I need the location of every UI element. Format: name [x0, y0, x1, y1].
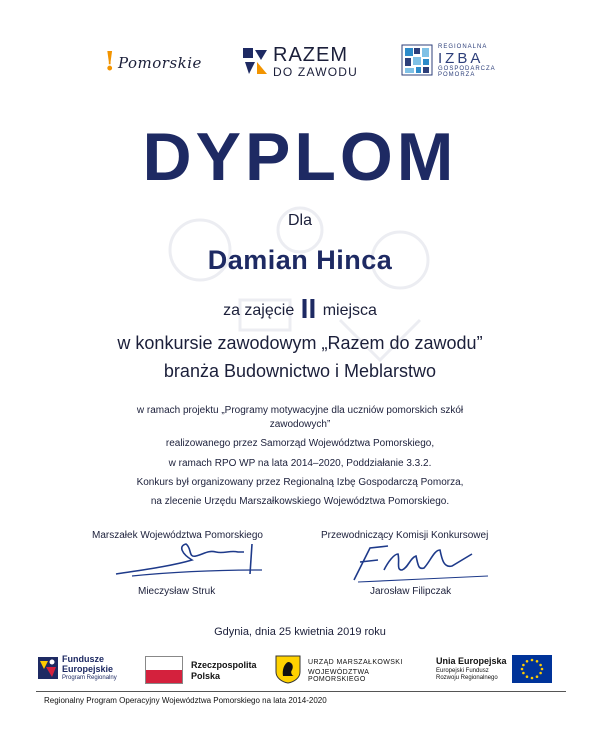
- fundusze-europejskie-logo: [36, 651, 146, 685]
- razem-do-zawodu-logo: [241, 44, 371, 78]
- fe-line1: Fundusze: [62, 654, 104, 664]
- izba-line1: REGIONALNA: [438, 44, 488, 50]
- izba-line3: GOSPODARCZA: [438, 66, 496, 72]
- branch-line: branża Budownictwo i Meblarstwo: [163, 361, 437, 381]
- eu-flag-icon: [512, 655, 552, 683]
- left-signatory-title: Marszałek Województwa Pomorskiego: [92, 530, 263, 541]
- place-number: II: [300, 293, 317, 324]
- for-label: Dla: [287, 212, 312, 229]
- um-line1: URZĄD MARSZAŁKOWSKI: [308, 659, 403, 666]
- urzad-marszalkowski-logo: [274, 654, 424, 684]
- pomorskie-exclamation-mark: !: [104, 47, 116, 77]
- unia-europejska-logo: [436, 652, 556, 686]
- left-handwritten-signature: [112, 540, 272, 580]
- left-signatory-name: Mieczysław Struk: [138, 586, 216, 597]
- detail-line-6: na zlecenie Urzędu Marszałkowskiego Województwa Pomorskiego.: [150, 496, 450, 507]
- place-prefix: za zajęcie: [223, 302, 295, 319]
- ue-line1: Unia Europejska: [436, 656, 507, 666]
- razem-line2: DO ZAWODU: [273, 65, 359, 79]
- contest-line: w konkursie zawodowym „Razem do zawodu”: [117, 333, 483, 353]
- pomorskie-wordmark: Pomorskie: [118, 54, 202, 72]
- fe-line2: Europejskie: [62, 664, 114, 674]
- footer-divider: [36, 691, 566, 692]
- detail-line-4: w ramach RPO WP na lata 2014–2020, Poddziałanie 3.3.2.: [168, 458, 432, 469]
- um-line2: WOJEWÓDZTWA POMORSKIEGO: [308, 669, 369, 683]
- right-handwritten-signature: [348, 540, 498, 584]
- place-suffix: miejsca: [322, 302, 377, 319]
- rp-line1: Rzeczpospolita: [191, 660, 257, 670]
- detail-line-2: zawodowych”: [269, 419, 331, 430]
- fundusze-europejskie-icon: [36, 653, 60, 683]
- pomorskie-logo: [104, 46, 204, 76]
- recipient-name: Damian Hinca: [207, 245, 393, 275]
- date-place-line: Gdynia, dnia 25 kwietnia 2019 roku: [214, 626, 386, 638]
- izba-gospodarcza-logo: [401, 44, 501, 78]
- razem-line1: RAZEM: [273, 44, 348, 66]
- detail-line-1: w ramach projektu „Programy motywacyjne dla uczniów pomorskich szkół: [136, 405, 464, 416]
- detail-line-5: Konkurs był organizowany przez Regionalną Izbę Gospodarczą Pomorza,: [136, 477, 464, 488]
- rzeczpospolita-polska-logo: [145, 654, 255, 684]
- detail-line-3: realizowanego przez Samorząd Województwa Pomorskiego,: [165, 438, 435, 449]
- izba-line2: IZBA: [438, 50, 484, 67]
- right-signatory-name: Jarosław Filipczak: [370, 586, 452, 597]
- izba-line4: POMORZA: [438, 72, 476, 78]
- diploma-title: DYPLOM: [142, 119, 458, 195]
- fe-line3: Program Regionalny: [62, 675, 117, 681]
- ue-line2: Europejski Fundusz: [436, 668, 489, 674]
- griffin-crest-icon: [274, 654, 302, 684]
- right-signatory-title: Przewodniczący Komisji Konkursowej: [321, 530, 489, 541]
- rp-line2: Polska: [191, 671, 221, 681]
- footer-program-text: Regionalny Program Operacyjny Województwa Pomorskiego na lata 2014-2020: [44, 696, 327, 705]
- izba-emblem-icon: [401, 44, 433, 76]
- place-line: [0, 293, 600, 325]
- razem-emblem-icon: [241, 46, 269, 76]
- ue-line3: Rozwoju Regionalnego: [436, 675, 498, 681]
- polish-flag-icon: [145, 656, 183, 684]
